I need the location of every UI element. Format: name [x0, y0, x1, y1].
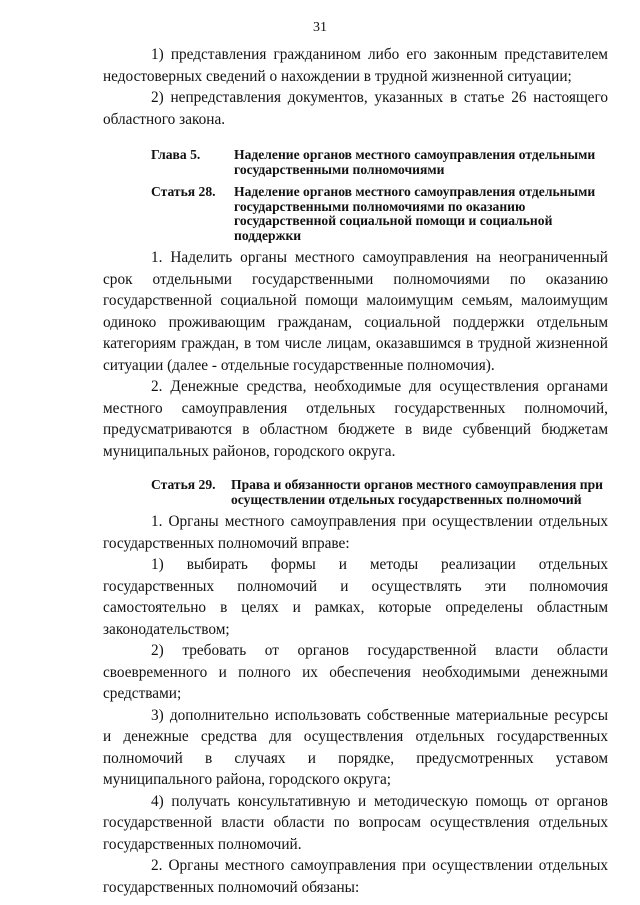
paragraph: 2) непредставления документов, указанных в статье 26 настоящего областного закона. — [103, 89, 608, 128]
chapter-title: Наделение органов местного самоуправления отдельными государственными полномочиями — [234, 147, 596, 177]
paragraph: 1. Наделить органы местного самоуправления на неограниченный срок отдельными государственными полномочиями по оказанию государственной социальной помощи малоимущим семьям, малоимущим одиноко проживающим гражданам, социальной поддержки отдельным категориям граждан, в том числе лицам, оказавшимся в трудной жизненной ситуации (далее - отдельные государственные полномочия). — [103, 249, 608, 374]
page-number: 31 — [313, 20, 327, 35]
article-heading — [103, 185, 608, 243]
chapter-heading — [103, 148, 608, 177]
article-title: Права и обязанности органов местного самоуправления при осуществлении отдельных государственных полномочий — [231, 477, 603, 507]
article-label: Статья 28. — [151, 184, 216, 199]
article-label: Статья 29. — [151, 477, 216, 492]
paragraph: 1) выбирать формы и методы реализации отдельных государственных полномочий и осуществлять эти полномочия самостоятельно в целях и рамках, которые определены областным законодательством; — [103, 556, 608, 638]
document-body — [103, 44, 608, 898]
paragraph: 1. Органы местного самоуправления при осуществлении отдельных государственных полномочий вправе: — [103, 513, 608, 552]
paragraph: 4) получать консультативную и методическую помощь от органов государственной власти области по вопросам осуществления отдельных государственных полномочий. — [103, 792, 608, 853]
article-title: Наделение органов местного самоуправления отдельными государственными полномочиями по оказанию государственной социальной помощи и социальной поддержки — [234, 184, 596, 243]
chapter-label: Глава 5. — [151, 147, 201, 162]
paragraph: 2. Органы местного самоуправления при осуществлении отдельных государственных полномочий обязаны: — [103, 857, 608, 896]
paragraph: 2. Денежные средства, необходимые для осуществления органами местного самоуправления отдельных государственных полномочий, предусматриваются в областном бюджете в виде субвенций бюджетам муниципальных районов, городского округа. — [103, 378, 608, 460]
paragraph: 2) требовать от органов государственной власти области своевременного и полного их обеспечения необходимыми денежными средствами; — [103, 642, 608, 702]
paragraph: 1) представления гражданином либо его законным представителем недостоверных сведений о нахождении в трудной жизненной ситуации; — [103, 46, 608, 85]
paragraph: 3) дополнительно использовать собственные материальные ресурсы и денежные средства для осуществления отдельных государственных полномочий в случаях и порядке, предусмотренных уставом муниципального района, городского округа; — [103, 706, 608, 788]
article-heading — [103, 478, 608, 507]
